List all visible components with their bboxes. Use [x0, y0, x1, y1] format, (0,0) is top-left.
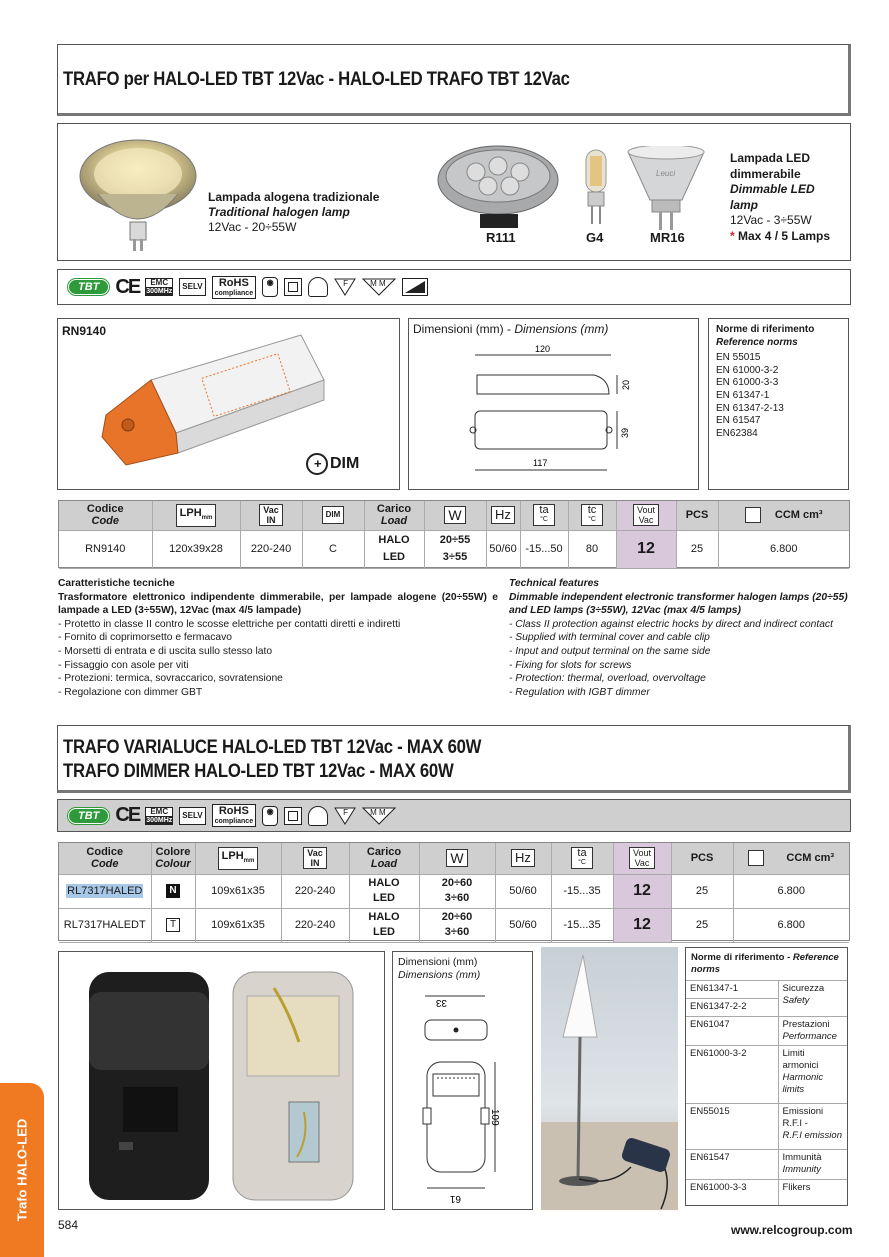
t1-lph: 120x39x28 — [152, 530, 240, 568]
led-label-it-1: Lampada LED — [730, 151, 811, 165]
t1-pcs: 25 — [676, 530, 718, 568]
class-ii-icon — [284, 278, 302, 296]
pcs-header: PCS — [676, 501, 718, 530]
norms1-title-it: Norme di riferimento — [716, 324, 815, 335]
mr16-brand: Leuci — [656, 169, 676, 178]
dimensions1-title-it: Dimensioni (mm) - — [413, 322, 515, 336]
website-link[interactable]: www.relcogroup.com — [731, 1223, 853, 1237]
dim-icon-header: DIM — [322, 506, 345, 524]
title-box-2 — [57, 725, 851, 793]
rohs-mark: RoHS compliance — [212, 804, 257, 827]
f-mark-icon: F — [334, 807, 356, 825]
dim-120: 120 — [535, 344, 551, 354]
g4-lamp-image — [582, 148, 610, 228]
section-sidebar-tab: Trafo HALO-LED — [0, 1083, 44, 1257]
mr16-label: MR16 — [650, 230, 685, 245]
table-row: RL7317HALEDT T 109x61x35 220-240 HALO LED 20÷60 3÷60 50/60 -15...35 12 25 6.800 — [59, 908, 849, 942]
cert-bar-1 — [57, 269, 851, 305]
led-label-en-1: Dimmable LED — [730, 182, 815, 196]
t1-tc: 80 — [568, 530, 616, 568]
dim-109: 109 — [489, 1109, 500, 1126]
r111-label: R111 — [486, 230, 516, 245]
spec-table-2: Codice Code Colore Colour $LPH_{mm}$ Vac IN Carico Load W Hz ta °C Vout Vac PCS CCM cm³ RL7317HALED N 109x61x35 220-240 HALO LED 20÷60 3÷60 50/60 -15...35 12 25 6.800 RL7317HALEDT T 109x61x35 220-240 HALO LED 20÷60 3÷60 50/60 -15...35 12 25 6.800 — [58, 842, 850, 941]
led-max: Max 4 / 5 Lamps — [738, 228, 831, 243]
halogen-label-it: Lampada alogena tradizionale — [208, 190, 380, 204]
dimensions1-drawing — [409, 339, 699, 489]
dim-117: 117 — [533, 458, 548, 468]
product2-image-panel — [58, 951, 385, 1210]
t2-code[interactable]: RL7317HALED — [67, 885, 143, 897]
product2-dimensions-panel — [392, 951, 533, 1210]
t1-vac: 220-240 — [240, 530, 302, 568]
lamps-panel: Lampada alogena tradizionale Traditional halogen lamp 12Vac - 20÷55W R111 G4 Leuci MR16 Lampada LED dimmerabile Dimmable LED lamp 12Vac - 3÷55W * Max 4 / 5 Lamps — [57, 123, 851, 261]
ta-icon: ta °C — [533, 504, 555, 526]
norms1-title-en: Reference norms — [716, 336, 798, 348]
ta-icon: ta °C — [571, 847, 593, 869]
colour-swatch-transparent: T — [166, 918, 180, 932]
product1-dimensions-panel — [408, 318, 699, 490]
product1-code-label: RN9140 — [62, 324, 107, 338]
norm-item: EN62384 — [716, 427, 758, 439]
features-en: Technical features Dimmable independent electronic transformer halogen lamps (20÷55) and LED lamps (3÷55W), 12Vac (max 4/5 lamps) - Class II protection against electric hocks by direct and indirect contact - Supplied with terminal cover and cable clip - Input and output terminal on the same side - Fixing for slots for screws - Protection: thermal, overload, overvoltage - Regulation with IGBT dimmer — [509, 577, 854, 699]
halogen-label-en: Traditional halogen lamp — [208, 205, 350, 219]
norm-item: EN 61347-1 — [716, 389, 770, 401]
dim-61: 61 — [449, 1193, 461, 1204]
t1-ta: -15...50 — [520, 530, 568, 568]
norm-item: EN 61347-2-13 — [716, 402, 784, 414]
watt-icon: W — [446, 849, 468, 867]
t1-vout: 12 — [616, 530, 676, 568]
lph-icon: $LPH_{mm}$ — [176, 504, 217, 527]
led-spec: 12Vac - 3÷55W — [730, 213, 812, 227]
dimensions2-title-it: Dimensioni (mm) — [398, 956, 478, 968]
dim-icon: + DIM — [306, 453, 359, 475]
dimmer-ramp-icon — [402, 278, 428, 296]
class-ii-icon — [284, 807, 302, 825]
product1-norms-panel — [708, 318, 849, 490]
ce-mark: CE — [115, 804, 140, 826]
feature-en-item: - Supplied with terminal cover and cable clip — [509, 631, 854, 645]
rohs-mark: RoHS compliance — [212, 276, 257, 299]
vac-in-icon: Vac IN — [303, 847, 327, 869]
g4-label: G4 — [586, 230, 604, 245]
hz-icon: Hz — [511, 849, 535, 867]
mm-mark-icon: M M — [362, 807, 396, 825]
feature-it-item: - Protetto in classe II contro le scosse elettriche per contatti diretti e indiretti — [58, 618, 498, 632]
dimensions2-title-en: Dimensions (mm) — [398, 969, 481, 981]
led-label-it-2: dimmerabile — [730, 166, 801, 181]
emc-mark: EMC 300MHz — [146, 806, 173, 824]
dim-label: DIM — [330, 455, 360, 472]
features-it: Caratteristiche tecniche Trasformatore elettronico indipendente dimmerabile, per lampade alogene (20÷55W) e lampade a LED (3÷55W), 12Vac (max 4/5 lampade) - Protetto in classe II contro le scosse elettriche per contatti diretti e indiretti - Fornito di coprimorsetto e fermacavo - Morsetti di entrata e di uscita sullo stesso lato - Fissaggio con asole per viti - Protezioni: termica, sovraccarico, sovratensione - Regolazione con dimmer GBT — [58, 577, 498, 699]
table-row: RL7317HALED N 109x61x35 220-240 HALO LED 20÷60 3÷60 50/60 -15...35 12 25 6.800 — [59, 874, 849, 908]
tbt-badge: TBT — [68, 808, 109, 824]
feature-it-item: - Morsetti di entrata e di uscita sullo stesso lato — [58, 645, 498, 659]
colour-swatch-black: N — [166, 884, 180, 898]
selv-mark: SELV — [179, 278, 205, 296]
feature-en-item: - Input and output terminal on the same side — [509, 645, 854, 659]
thermal-protection-icon: ◉ — [262, 806, 278, 826]
product2-norms-panel: Norme di riferimento - Reference norms EN61347-1 Sicurezza Safety EN61347-2-2 EN61047 Prestazioni Performance EN61000-3-2 Limiti armonici Harmonic limits EN55015 Emissioni R.F.I - R.F.I emission EN61547 Immunità Immunity EN61000-3-3 Flikers — [685, 947, 848, 1206]
feature-en-item: - Protection: thermal, overload, overvoltage — [509, 672, 854, 686]
norm-item: EN 61000-3-2 — [716, 364, 779, 376]
feature-it-item: - Regolazione con dimmer GBT — [58, 686, 498, 700]
vout-icon: Vout Vac — [633, 504, 659, 526]
norm-item: EN 61000-3-3 — [716, 377, 779, 389]
emc-mark: EMC 300MHz — [146, 278, 173, 295]
dim-20: 20 — [621, 379, 631, 390]
thermal-protection-icon: ◉ — [262, 277, 278, 297]
product1-image-panel — [57, 318, 400, 490]
f-mark-icon: F — [334, 278, 356, 296]
floor-lamp-photo — [541, 947, 678, 1210]
feature-it-item: - Protezioni: termica, sovraccarico, sovratensione — [58, 672, 498, 686]
page-title-1: TRAFO per HALO-LED TBT 12Vac - HALO-LED TRAFO TBT 12Vac — [63, 69, 570, 90]
dimmer-product-image — [59, 952, 384, 1209]
halogen-lamp-image — [78, 134, 203, 254]
box-icon — [748, 850, 764, 866]
lamp-holder-icon — [308, 806, 328, 826]
t1-ccm: 6.800 — [718, 530, 849, 568]
dimensions1-title-en: Dimensions (mm) — [514, 322, 609, 336]
feature-it-item: - Fornito di coprimorsetto e fermacavo — [58, 631, 498, 645]
tc-icon: tc °C — [581, 504, 603, 526]
lamp-holder-icon — [308, 277, 328, 297]
rn9140-product-image — [96, 325, 326, 475]
feature-en-item: - Class II protection against electric hocks by direct and indirect contact — [509, 618, 854, 632]
t2-code[interactable]: RL7317HALEDT — [63, 919, 146, 931]
norm-item: EN 55015 — [716, 352, 761, 364]
watt-icon: W — [444, 506, 466, 524]
dim-33: 33 — [435, 997, 447, 1008]
page-title-2b: TRAFO DIMMER HALO-LED TBT 12Vac - MAX 60W — [63, 761, 454, 782]
t1-hz: 50/60 — [486, 530, 520, 568]
page-number: 584 — [58, 1218, 79, 1232]
box-icon — [745, 507, 761, 523]
selv-mark: SELV — [179, 807, 205, 825]
feature-it-item: - Fissaggio con asole per viti — [58, 659, 498, 673]
t1-code: RN9140 — [59, 530, 152, 568]
page-title-2a: TRAFO VARIALUCE HALO-LED TBT 12Vac - MAX 60W — [63, 737, 482, 758]
mm-mark-icon: M M — [362, 278, 396, 296]
lph-icon: $LPH_{mm}$ — [218, 847, 259, 870]
vout-icon: Vout Vac — [629, 847, 655, 869]
t1-dim: C — [302, 530, 364, 568]
dim-39: 39 — [620, 427, 630, 438]
dimensions2-drawing — [393, 990, 533, 1210]
feature-en-item: - Fixing for slots for screws — [509, 659, 854, 673]
hz-icon: Hz — [491, 506, 515, 524]
title-box-1 — [57, 44, 851, 116]
led-label-en-2: lamp — [730, 197, 759, 212]
norm-item: EN 61547 — [716, 415, 761, 427]
mr16-lamp-image — [626, 146, 706, 232]
vac-in-icon: Vac IN — [259, 504, 283, 526]
spec-table-1: Codice Code $LPH_{mm}$ Vac IN DIM Carico Load W Hz ta °C tc °C Vout Vac PCS CCM cm³ RN9140 120x39x28 220-240 C HALO LED 20÷55 3÷55 50/60 -15...50 80 12 25 6.800 — [58, 500, 850, 568]
ce-mark: CE — [115, 275, 140, 298]
feature-en-item: - Regulation with IGBT dimmer — [509, 686, 854, 700]
tbt-badge: TBT — [68, 279, 109, 295]
halogen-spec: 12Vac - 20÷55W — [208, 220, 297, 234]
cert-bar-2 — [57, 799, 851, 832]
r111-lamp-image — [436, 142, 561, 232]
